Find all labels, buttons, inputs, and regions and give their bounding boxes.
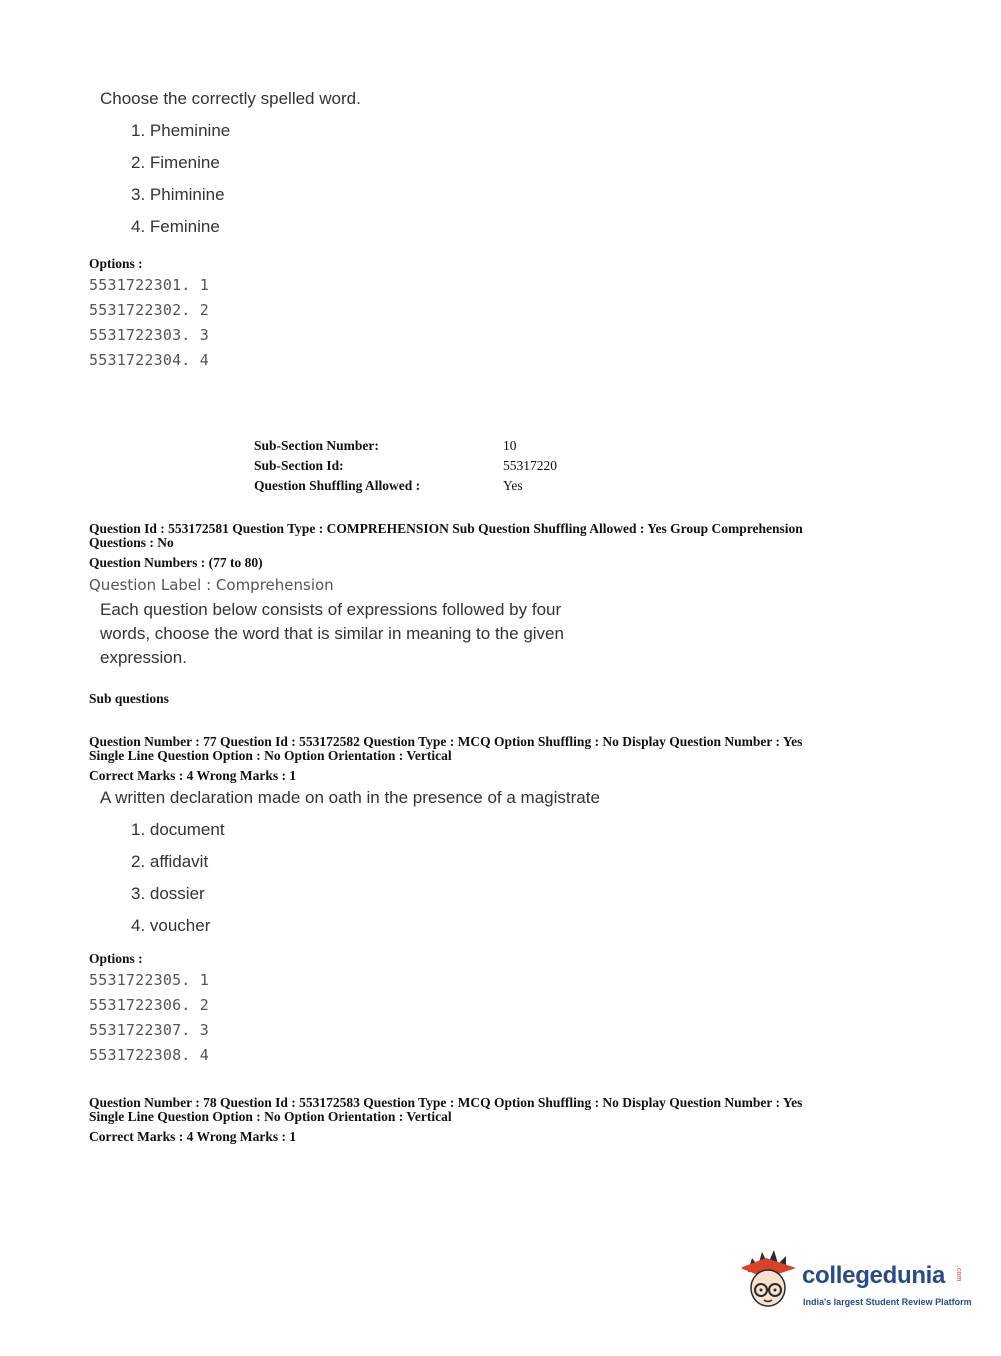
question-shuffling-label: Question Shuffling Allowed : xyxy=(254,478,421,493)
q77-choice-3: 3. dossier xyxy=(131,884,205,903)
mascot-icon xyxy=(742,1248,800,1312)
collegedunia-logo xyxy=(742,1248,972,1318)
q77-options-label: Options : xyxy=(89,951,143,966)
q77-choice-1: 1. document xyxy=(131,820,225,839)
q77-option-id-3: 5531722307. 3 xyxy=(89,1021,209,1039)
passage-line-2: words, choose the word that is similar in meaning to the given xyxy=(100,624,564,643)
passage-line-1: Each question below consists of expressions followed by four xyxy=(100,600,562,619)
q78-marks: Correct Marks : 4 Wrong Marks : 1 xyxy=(89,1129,297,1144)
choice-4: 4. Feminine xyxy=(131,217,220,236)
logo-suffix: .com xyxy=(955,1266,962,1282)
option-id-3: 5531722303. 3 xyxy=(89,326,209,344)
choice-3: 3. Phiminine xyxy=(131,185,225,204)
sub-questions-heading: Sub questions xyxy=(89,691,169,706)
logo-tagline: India's largest Student Review Platform xyxy=(803,1297,972,1307)
q77-meta-line1: Question Number : 77 Question Id : 553172582 Question Type : MCQ Option Shuffling : No Display Question Number : Yes xyxy=(89,734,803,749)
option-id-2: 5531722302. 2 xyxy=(89,301,209,319)
option-id-4: 5531722304. 4 xyxy=(89,351,209,369)
q77-meta-line2: Single Line Question Option : No Option Orientation : Vertical xyxy=(89,748,452,763)
options-label: Options : xyxy=(89,256,143,271)
passage-line-3: expression. xyxy=(100,648,187,667)
q77-marks: Correct Marks : 4 Wrong Marks : 1 xyxy=(89,768,297,783)
q78-meta-line1: Question Number : 78 Question Id : 553172583 Question Type : MCQ Option Shuffling : No Display Question Number : Yes xyxy=(89,1095,803,1110)
q77-question-text: A written declaration made on oath in the presence of a magistrate xyxy=(100,788,600,807)
subsection-number-value: 10 xyxy=(503,438,517,453)
comprehension-meta-line2: Questions : No xyxy=(89,535,174,550)
option-id-1: 5531722301. 1 xyxy=(89,276,209,294)
q77-choice-2: 2. affidavit xyxy=(131,852,209,871)
choice-2: 2. Fimenine xyxy=(131,153,220,172)
choice-1: 1. Pheminine xyxy=(131,121,231,140)
q77-option-id-2: 5531722306. 2 xyxy=(89,996,209,1014)
q77-option-id-4: 5531722308. 4 xyxy=(89,1046,209,1064)
subsection-id-value: 55317220 xyxy=(503,458,557,473)
subsection-id-label: Sub-Section Id: xyxy=(254,458,344,473)
question-numbers: Question Numbers : (77 to 80) xyxy=(89,555,263,570)
question-shuffling-value: Yes xyxy=(503,478,523,493)
logo-name: collegedunia xyxy=(802,1262,946,1289)
q78-meta-line2: Single Line Question Option : No Option Orientation : Vertical xyxy=(89,1109,452,1124)
question-label: Question Label : Comprehension xyxy=(89,576,334,594)
question-text: Choose the correctly spelled word. xyxy=(100,89,361,108)
q77-choice-4: 4. voucher xyxy=(131,916,211,935)
q77-option-id-1: 5531722305. 1 xyxy=(89,971,209,989)
comprehension-meta-line1: Question Id : 553172581 Question Type : COMPREHENSION Sub Question Shuffling Allowed : Yes Group Comprehension xyxy=(89,521,803,536)
subsection-number-label: Sub-Section Number: xyxy=(254,438,379,453)
